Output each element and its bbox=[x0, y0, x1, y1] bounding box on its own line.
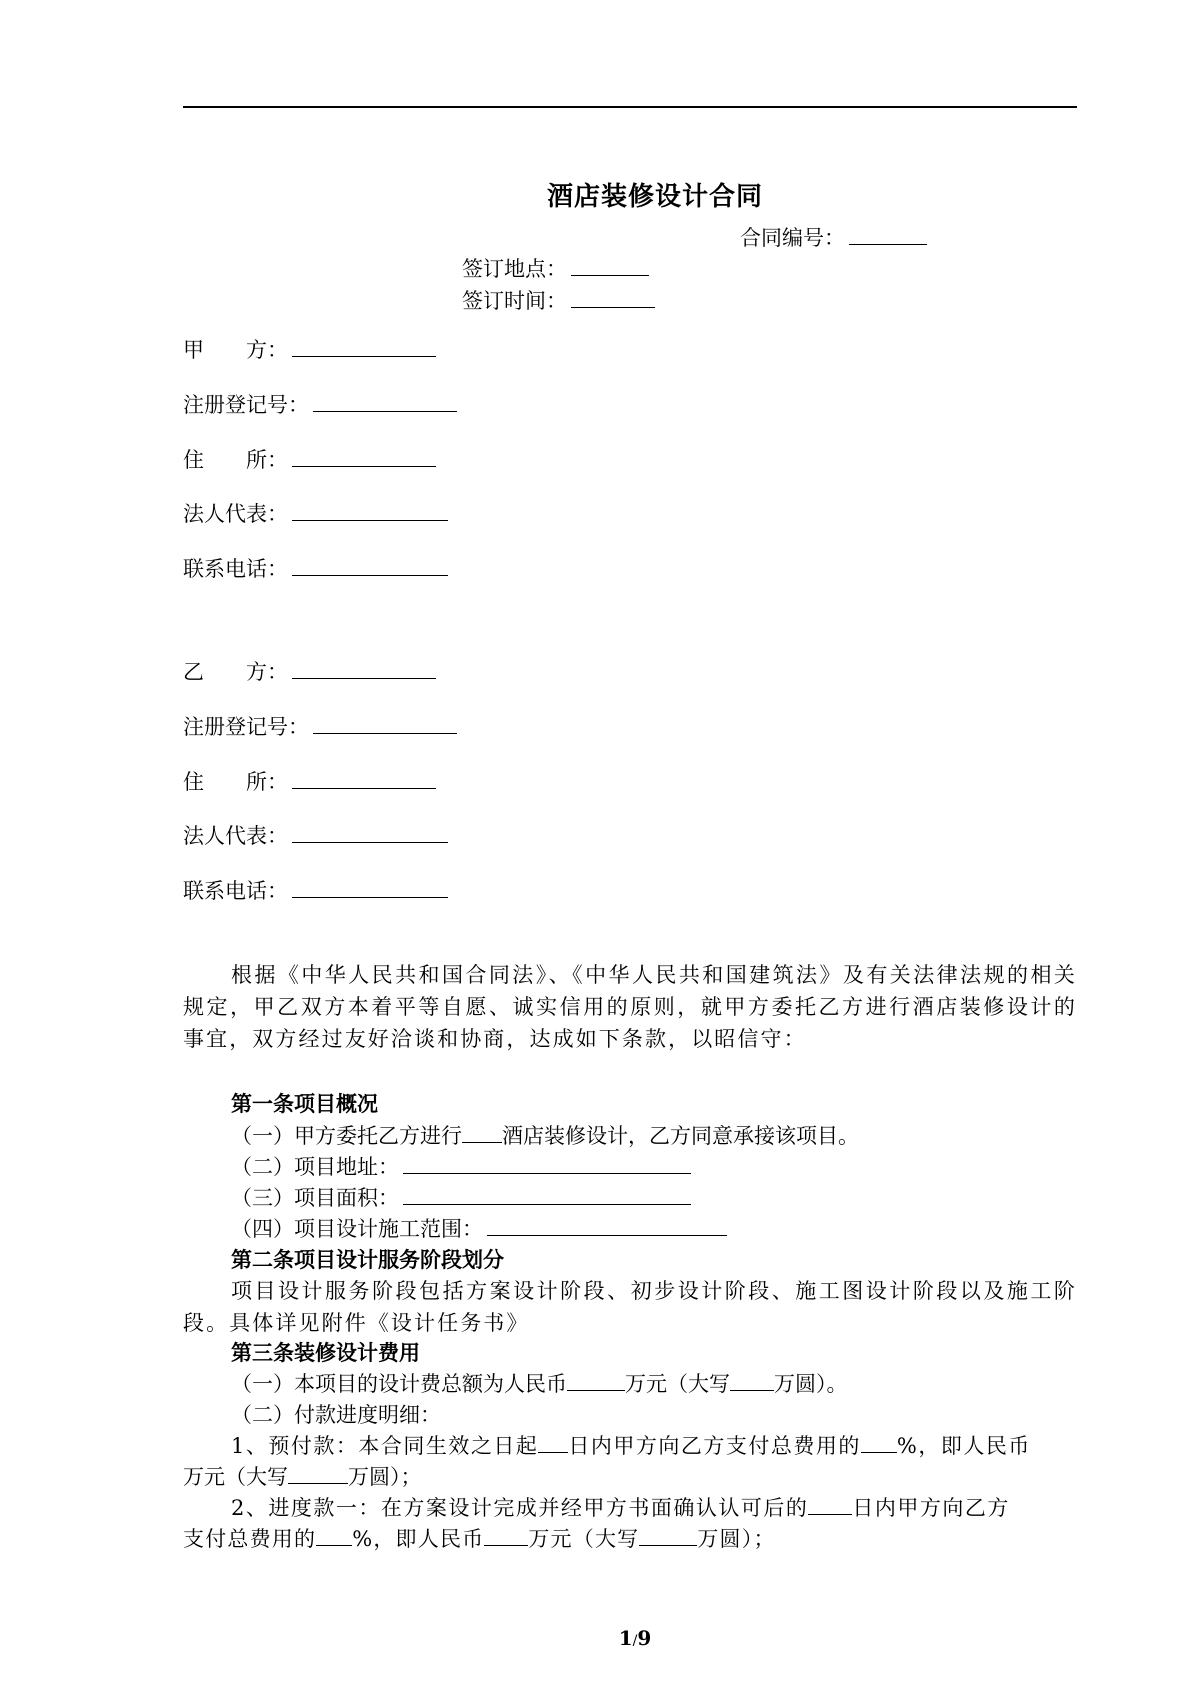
payment-2-text-e: 万元（大写 bbox=[528, 1527, 640, 1551]
payment-1-line-2 bbox=[183, 1463, 422, 1491]
payment-1-text-b: 日内甲方向乙方支付总费用的 bbox=[568, 1434, 861, 1458]
party-b-phone-blank[interactable] bbox=[292, 877, 448, 898]
party-a-reg-line bbox=[183, 391, 457, 419]
party-a-phone-line bbox=[183, 555, 448, 583]
sign-time-line bbox=[462, 287, 655, 315]
party-a-rep-line bbox=[183, 500, 448, 528]
party-b-rep-blank[interactable] bbox=[292, 822, 448, 843]
page-separator: / bbox=[632, 1633, 638, 1649]
payment-2-text-f: 万圆）； bbox=[697, 1527, 776, 1551]
payment-2-days-blank[interactable] bbox=[808, 1494, 852, 1515]
article-2-text: 项目设计服务阶段包括方案设计阶段、初步设计阶段、施工图设计阶段以及施工阶段。具体详见附件《设计任务书》 bbox=[183, 1279, 1077, 1335]
payment-2-line-2 bbox=[183, 1525, 776, 1553]
article-3-heading: 第三条装修设计费用 bbox=[231, 1340, 420, 1365]
preamble-paragraph: 根据《中华人民共和国合同法》、《中华人民共和国建筑法》及有关法律法规的相关规定，甲乙双方本着平等自愿、诚实信用的原则，就甲方委托乙方进行酒店装修设计的事宜，双方经过友好洽谈和协商，达成如下条款，以昭信守： bbox=[183, 963, 1077, 1051]
party-b-address-line bbox=[183, 768, 436, 796]
article-1-item-3 bbox=[231, 1184, 691, 1212]
article-1-item-1-text-a: （一）甲方委托乙方进行 bbox=[231, 1124, 462, 1148]
contract-number-line bbox=[740, 224, 927, 252]
party-b-phone-label: 联系电话： bbox=[183, 879, 288, 903]
party-b-reg-line bbox=[183, 713, 457, 741]
party-a-name-blank[interactable] bbox=[292, 336, 436, 357]
page-number bbox=[0, 1626, 1190, 1650]
hotel-name-blank[interactable] bbox=[462, 1122, 502, 1143]
party-b-phone-line bbox=[183, 877, 448, 905]
party-a-reg-label: 注册登记号： bbox=[183, 393, 309, 417]
page-current: 1 bbox=[618, 1626, 633, 1650]
party-b-reg-blank[interactable] bbox=[313, 713, 457, 734]
article-1-item-1 bbox=[231, 1122, 859, 1150]
party-a-rep-label: 法人代表： bbox=[183, 502, 288, 526]
payment-2-text-b: 日内甲方向乙方 bbox=[852, 1496, 1010, 1520]
article-3-item-2: （二）付款进度明细： bbox=[231, 1403, 441, 1427]
party-a-rep-blank[interactable] bbox=[292, 500, 448, 521]
party-a-name-label: 甲 方： bbox=[183, 338, 288, 362]
payment-2-percent-blank[interactable] bbox=[316, 1525, 352, 1546]
party-b-reg-label: 注册登记号： bbox=[183, 715, 309, 739]
party-a-address-line bbox=[183, 446, 436, 474]
article-2-heading: 第二条项目设计服务阶段划分 bbox=[231, 1247, 504, 1272]
article-1-item-1-text-b: 酒店装修设计，乙方同意承接该项目。 bbox=[502, 1124, 859, 1148]
payment-2-capital-blank[interactable] bbox=[639, 1525, 697, 1546]
design-fee-capital-blank[interactable] bbox=[730, 1370, 774, 1391]
party-a-name-line bbox=[183, 336, 436, 364]
payment-1-percent-blank[interactable] bbox=[861, 1432, 897, 1453]
header-rule bbox=[183, 106, 1077, 108]
article-1-heading: 第一条项目概况 bbox=[231, 1091, 378, 1116]
payment-2-text-a: 2、进度款一：在方案设计完成并经甲方书面确认认可后的 bbox=[231, 1496, 809, 1520]
project-area-label: （三）项目面积： bbox=[231, 1186, 399, 1210]
sign-place-line bbox=[462, 255, 649, 283]
party-a-phone-blank[interactable] bbox=[292, 555, 448, 576]
article-3-item-1 bbox=[231, 1370, 848, 1398]
payment-1-text-d: 万元（大写 bbox=[183, 1465, 288, 1489]
party-b-rep-line bbox=[183, 822, 448, 850]
page-total: 9 bbox=[637, 1626, 652, 1650]
project-scope-label: （四）项目设计施工范围： bbox=[231, 1217, 483, 1241]
party-a-address-label: 住 所： bbox=[183, 448, 288, 472]
party-b-rep-label: 法人代表： bbox=[183, 824, 288, 848]
payment-2-amount-blank[interactable] bbox=[484, 1525, 528, 1546]
sign-time-label: 签订时间： bbox=[462, 289, 567, 313]
design-fee-blank[interactable] bbox=[567, 1370, 625, 1391]
party-b-name-blank[interactable] bbox=[292, 658, 436, 679]
contract-number-blank[interactable] bbox=[849, 224, 927, 245]
article-3-item-1-text-c: 万圆）。 bbox=[774, 1372, 848, 1396]
payment-2-text-c: 支付总费用的 bbox=[183, 1527, 317, 1551]
project-address-label: （二）项目地址： bbox=[231, 1155, 399, 1179]
party-a-address-blank[interactable] bbox=[292, 446, 436, 467]
party-b-address-blank[interactable] bbox=[292, 768, 436, 789]
payment-1-capital-blank[interactable] bbox=[288, 1463, 348, 1484]
party-b-name-label: 乙 方： bbox=[183, 660, 288, 684]
sign-time-blank[interactable] bbox=[571, 287, 655, 308]
payment-1-text-c: %，即人民币 bbox=[896, 1434, 1031, 1458]
document-title: 酒店装修设计合同 bbox=[546, 182, 763, 212]
party-a-phone-label: 联系电话： bbox=[183, 557, 288, 581]
article-1-item-4 bbox=[231, 1215, 727, 1243]
article-3-item-1-text-b: 万元（大写 bbox=[625, 1372, 730, 1396]
sign-place-blank[interactable] bbox=[571, 255, 649, 276]
article-1-item-2 bbox=[231, 1153, 691, 1181]
article-3-item-1-text-a: （一）本项目的设计费总额为人民币 bbox=[231, 1372, 567, 1396]
party-b-address-label: 住 所： bbox=[183, 770, 288, 794]
payment-1-days-blank[interactable] bbox=[538, 1432, 568, 1453]
payment-1-text-a: 1、预付款：本合同生效之日起 bbox=[231, 1434, 539, 1458]
payment-1-line-1 bbox=[231, 1432, 1031, 1460]
project-scope-blank[interactable] bbox=[487, 1215, 727, 1236]
contract-number-label: 合同编号： bbox=[740, 226, 845, 250]
payment-2-text-d: %，即人民币 bbox=[352, 1527, 485, 1551]
sign-place-label: 签订地点： bbox=[462, 257, 567, 281]
project-area-blank[interactable] bbox=[403, 1184, 691, 1205]
payment-1-text-e: 万圆）； bbox=[348, 1465, 422, 1489]
party-a-reg-blank[interactable] bbox=[313, 391, 457, 412]
payment-2-line-1 bbox=[231, 1494, 1010, 1522]
party-b-name-line bbox=[183, 658, 436, 686]
project-address-blank[interactable] bbox=[403, 1153, 691, 1174]
